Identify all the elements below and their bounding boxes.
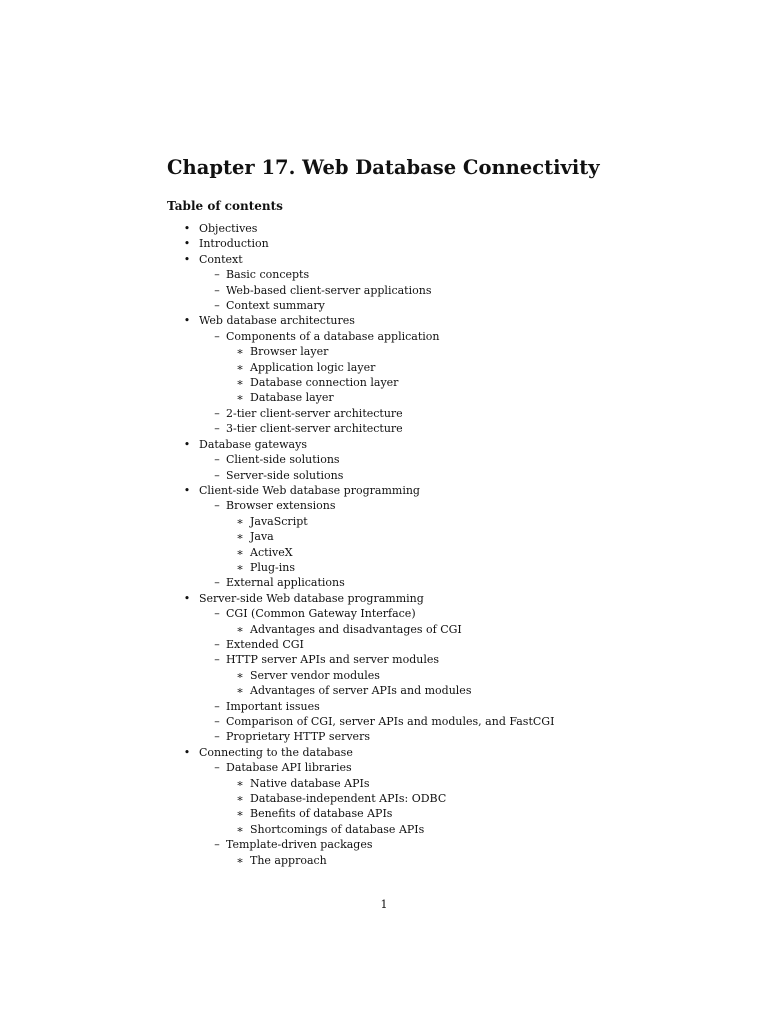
bullet-marker: • [183, 437, 191, 451]
toc-item-level-2 [0, 560, 768, 575]
bullet-marker: • [183, 745, 191, 759]
bullet-marker: • [183, 222, 191, 235]
toc-item-level-1 [0, 637, 768, 652]
toc-item-level-2 [0, 344, 768, 359]
toc-item-level-2 [0, 668, 768, 683]
toc-item-level-1 [0, 606, 768, 621]
asterisk-marker: ∗ [236, 391, 244, 405]
toc-item-text: Context [199, 252, 243, 266]
toc-item-level-1 [0, 329, 768, 344]
toc-item-text: The approach [250, 853, 327, 867]
toc-item-level-2 [0, 514, 768, 529]
toc-item-level-2 [0, 683, 768, 698]
asterisk-marker: ∗ [236, 807, 244, 821]
toc-item-level-0 [0, 437, 768, 452]
toc-item-level-2 [0, 822, 768, 837]
toc-item-text: External applications [226, 576, 345, 590]
toc-item-level-1 [0, 498, 768, 513]
toc-item-level-1 [0, 652, 768, 667]
bullet-marker: • [183, 591, 191, 605]
toc-item-level-0 [0, 221, 768, 236]
toc-item-level-2 [0, 853, 768, 868]
toc-item-level-1 [0, 837, 768, 852]
toc-item-text: Advantages and disadvantages of CGI [250, 622, 462, 636]
asterisk-marker: ∗ [236, 560, 244, 574]
bullet-marker: • [183, 237, 191, 251]
toc-item-level-1 [0, 699, 768, 714]
toc-item-level-2 [0, 360, 768, 375]
toc-item-level-1 [0, 452, 768, 467]
asterisk-marker: ∗ [236, 345, 244, 359]
toc-item-text: Database connection layer [250, 376, 399, 390]
toc-item-level-1 [0, 468, 768, 483]
toc-item-level-1 [0, 729, 768, 744]
dash-marker: – [214, 299, 220, 313]
toc-item-text: Proprietary HTTP servers [226, 730, 370, 744]
asterisk-marker: ∗ [236, 530, 244, 544]
toc-item-text: Database gateways [199, 437, 307, 451]
asterisk-marker: ∗ [236, 514, 244, 528]
toc-item-level-0 [0, 252, 768, 267]
toc-item-text: Browser extensions [226, 499, 336, 513]
dash-marker: – [214, 576, 220, 590]
toc-item-text: Web-based client-server applications [226, 283, 432, 297]
asterisk-marker: ∗ [236, 822, 244, 836]
toc-item-level-1 [0, 267, 768, 282]
toc-item-level-2 [0, 806, 768, 821]
dash-marker: – [214, 715, 220, 728]
asterisk-marker: ∗ [236, 853, 244, 867]
dash-marker: – [214, 422, 220, 436]
bullet-marker: • [183, 483, 191, 497]
toc-item-text: Comparison of CGI, server APIs and modules, and FastCGI [226, 715, 555, 728]
toc-item-text: ActiveX [250, 545, 293, 559]
toc-item-text: 2-tier client-server architecture [226, 406, 403, 420]
dash-marker: – [214, 268, 220, 282]
toc-item-text: Client-side solutions [226, 453, 340, 467]
toc-item-text: Introduction [199, 237, 269, 251]
dash-marker: – [214, 699, 220, 713]
toc-item-level-0 [0, 313, 768, 328]
asterisk-marker: ∗ [236, 376, 244, 390]
toc-item-level-1 [0, 760, 768, 775]
toc-item-text: HTTP server APIs and server modules [226, 653, 440, 667]
toc-item-text: Browser layer [250, 345, 329, 359]
dash-marker: – [214, 329, 220, 343]
toc-item-text: Important issues [226, 699, 320, 713]
toc-item-text: Advantages of server APIs and modules [250, 684, 472, 698]
toc-item-level-2 [0, 545, 768, 560]
dash-marker: – [214, 453, 220, 467]
toc-item-text: Objectives [199, 222, 258, 235]
toc-item-text: Connecting to the database [199, 745, 353, 759]
toc-item-text: Native database APIs [250, 776, 370, 790]
toc-item-text: Plug-ins [250, 560, 296, 574]
toc-item-level-0 [0, 745, 768, 760]
toc-item-text: Context summary [226, 299, 325, 313]
toc-item-text: Server-side solutions [226, 468, 344, 482]
toc-item-text: Shortcomings of database APIs [250, 822, 425, 836]
bullet-marker: • [183, 314, 191, 328]
dash-marker: – [214, 283, 220, 297]
table-of-contents [0, 221, 768, 868]
dash-marker: – [214, 653, 220, 667]
toc-item-level-0 [0, 591, 768, 606]
dash-marker: – [214, 730, 220, 744]
toc-item-text: Database-independent APIs: ODBC [250, 792, 447, 806]
toc-item-level-0 [0, 483, 768, 498]
asterisk-marker: ∗ [236, 668, 244, 682]
toc-item-level-2 [0, 791, 768, 806]
toc-item-level-2 [0, 622, 768, 637]
toc-item-text: Database layer [250, 391, 334, 405]
toc-item-text: Database API libraries [226, 761, 352, 775]
toc-item-level-1 [0, 298, 768, 313]
asterisk-marker: ∗ [236, 360, 244, 374]
asterisk-marker: ∗ [236, 776, 244, 790]
toc-item-level-2 [0, 776, 768, 791]
toc-item-text: JavaScript [250, 514, 308, 528]
toc-item-text: 3-tier client-server architecture [226, 422, 403, 436]
toc-item-level-0 [0, 236, 768, 251]
toc-item-text: Extended CGI [226, 637, 304, 651]
toc-item-level-1 [0, 714, 768, 729]
dash-marker: – [214, 607, 220, 621]
asterisk-marker: ∗ [236, 684, 244, 698]
toc-item-text: Template-driven packages [226, 838, 373, 852]
toc-item-level-2 [0, 529, 768, 544]
toc-item-text: Basic concepts [226, 268, 310, 282]
toc-item-text: Client-side Web database programming [199, 483, 420, 497]
asterisk-marker: ∗ [236, 622, 244, 636]
dash-marker: – [214, 637, 220, 651]
chapter-title: Chapter 17. Web Database Connectivity [167, 156, 600, 179]
toc-item-level-1 [0, 421, 768, 436]
toc-item-level-1 [0, 283, 768, 298]
toc-item-text: CGI (Common Gateway Interface) [226, 607, 416, 621]
toc-item-text: Server vendor modules [250, 668, 380, 682]
asterisk-marker: ∗ [236, 545, 244, 559]
toc-item-text: Benefits of database APIs [250, 807, 393, 821]
asterisk-marker: ∗ [236, 792, 244, 806]
toc-item-level-1 [0, 575, 768, 590]
dash-marker: – [214, 468, 220, 482]
toc-heading: Table of contents [167, 199, 283, 213]
toc-item-level-2 [0, 375, 768, 390]
bullet-marker: • [183, 252, 191, 266]
dash-marker: – [214, 406, 220, 420]
toc-item-text: Java [250, 530, 274, 544]
toc-item-text: Components of a database application [226, 329, 440, 343]
toc-item-text: Server-side Web database programming [199, 591, 424, 605]
toc-item-level-2 [0, 390, 768, 405]
toc-item-text: Application logic layer [250, 360, 376, 374]
page-number: 1 [380, 898, 388, 911]
dash-marker: – [214, 499, 220, 513]
toc-item-text: Web database architectures [199, 314, 355, 328]
toc-item-level-1 [0, 406, 768, 421]
dash-marker: – [214, 838, 220, 852]
dash-marker: – [214, 761, 220, 775]
